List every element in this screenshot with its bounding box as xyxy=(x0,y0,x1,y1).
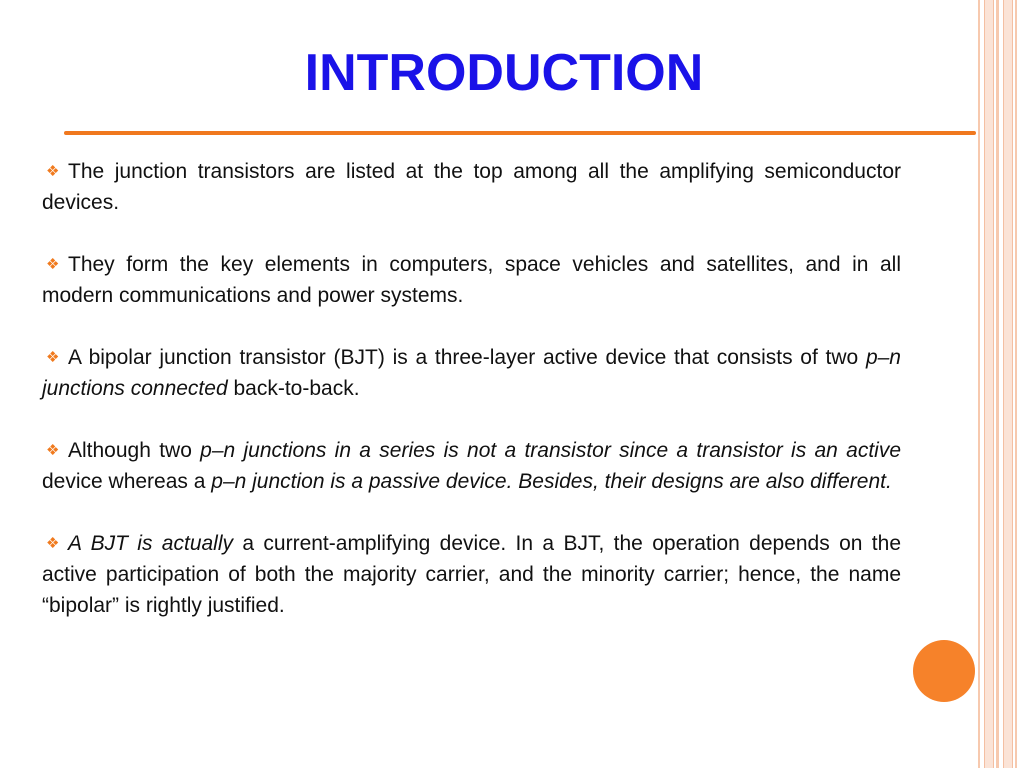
bullet-paragraph xyxy=(42,249,901,311)
diamond-bullet-icon: ❖ xyxy=(46,535,60,552)
decorative-stripe xyxy=(978,0,980,768)
decorative-stripe xyxy=(984,0,994,768)
paragraph-text: A bipolar junction transistor (BJT) is a three-layer active device that consists of two xyxy=(68,346,866,369)
diamond-bullet-icon: ❖ xyxy=(46,256,60,273)
decorative-stripe xyxy=(1003,0,1013,768)
decorative-stripe xyxy=(996,0,999,768)
bullet-paragraph xyxy=(42,156,901,218)
bullet-paragraph xyxy=(42,435,901,497)
bullet-list xyxy=(42,156,901,652)
bullet-paragraph xyxy=(42,528,901,621)
paragraph-text: p–n junction is a passive device. Besides, their designs are also different. xyxy=(211,470,892,493)
paragraph-text: a current-amplifying device. In a BJT, the operation depends on the active participation of both the majority carrier, and the minority carrier; hence, the name “bipolar” is rightly justified. xyxy=(42,532,901,617)
diamond-bullet-icon: ❖ xyxy=(46,349,60,366)
title-divider xyxy=(64,131,976,135)
paragraph-text: They form the key elements in computers, space vehicles and satellites, and in all modern communications and power systems. xyxy=(42,253,901,307)
decorative-circle xyxy=(913,640,975,702)
paragraph-text: device whereas a xyxy=(42,470,212,493)
paragraph-text: A BJT is actually xyxy=(68,532,234,555)
paragraph-text: p–n junctions in a series is not a transistor since a transistor is an active xyxy=(200,439,901,462)
paragraph-text: back-to-back. xyxy=(227,377,360,400)
decorative-stripe xyxy=(1015,0,1017,768)
diamond-bullet-icon: ❖ xyxy=(46,163,60,180)
slide-title: INTRODUCTION xyxy=(304,44,704,102)
paragraph-text: p–n junctions connected xyxy=(42,346,901,400)
diamond-bullet-icon: ❖ xyxy=(46,442,60,459)
paragraph-text: The junction transistors are listed at the top among all the amplifying semiconductor devices. xyxy=(42,160,901,214)
paragraph-text: Although two xyxy=(68,439,201,462)
bullet-paragraph xyxy=(42,342,901,404)
